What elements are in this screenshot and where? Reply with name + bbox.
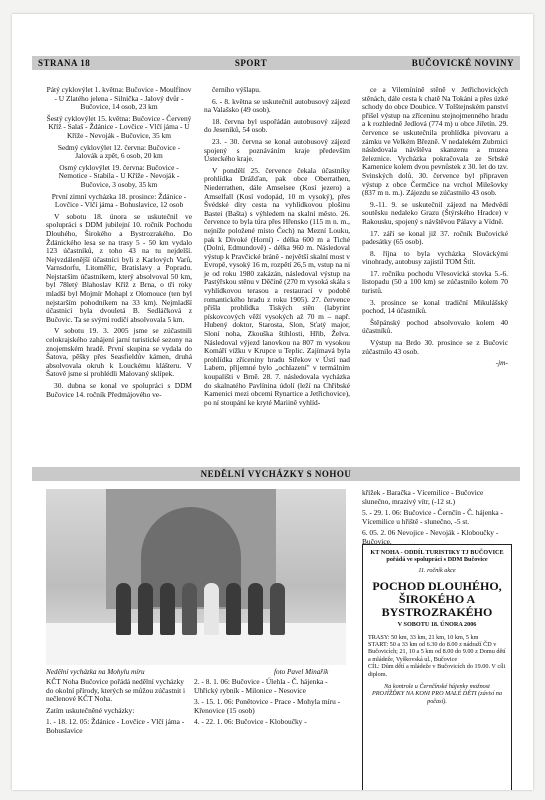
walks-list — [194, 678, 346, 730]
paragraph: V pondělí 25. července čekala účastníky prohlídka Drážďan, pak obce Oberrathen, Niederrathen, dále Amselsee (Kosí jezero) a Amselfall (Kosí vodopád, 10 m vysoký), přes Švédské díry cesta na vyhlídkovou plošinu Bastei (Bašta) s výhledem na skalní město. 26. července to byla túra přes Hřensko (115 m n. m., nejníže položené místo Čech) na Mezní Louku, pak k Divoké (Horní) - délka 600 m a Tiché (Dolní, Edmundově) - délka 960 m. Následoval výstup k Pravčické bráně - největší skalní most v Evropě, vysoký 16 m, rozpětí 26,5 m, vstup na ni je od roku 1980 zakázán, následoval výstup na Pastýřskou stěnu v Děčíně (270 m vysoká skála s vyhlídkovou terasou a restaurací v podobě romantického hradu z roku 1905). 27. července přišla prohlídka Tiských stěn (labyrint pískovcových věží vysokých až 70 m – např. Hubený doktor, Starosta, Slon, Sťatý major, Sloní noha, Zkouška štíhlosti, Hřib, Želva. Následoval výjezd lanovkou na 807 m vysokou Komáří vížku v Krupce u Teplic. Zajímavá byla prohlídka zříceniny hradu Střekov v Ústí nad Labem, přijemné bylo „ochlazení" v termálním koupališti v Brně. 28. 7. následovala vycházka do skalnatého Pavlínina údolí (leží na Chřibské Kamenici mezi obcemi Rynartice a Jetřichovice), po ní stoupání ke kryté Mariině vyhlíd- — [204, 165, 350, 407]
paragraph: 3. prosince se konal tradiční Mikulášský pochod, 14 účastníků. — [362, 297, 508, 316]
paragraph: Pátý cyklovýlet 1. května: Bučovice - Moulfínov - U Zlatého jelena - Silnička - Jalový dvůr - Bučovice, 14 osob, 23 km — [46, 85, 192, 112]
article-column-2 — [204, 86, 350, 410]
list-item: 2. - 8. 1. 06: Bučovice - Úlehla - Č. hájenka - Uhřický rybník - Milonice - Nesovice — [194, 677, 328, 695]
paragraph: 30. dubna se konal ve spolupráci s DDM Bučovice 14. ročník Předmájového ve- — [46, 381, 192, 399]
ad-title: POCHOD DLOUHÉHO, ŠIROKÉHO A BYSTROZRAKÉHO — [372, 579, 502, 620]
photo-caption: Nedělní vycházka na Mohylu míru — [46, 668, 145, 676]
paragraph: Štěpánský pochod absolvovalo kolem 40 účastníků. — [362, 317, 508, 336]
list-item: 4. - 22. 1. 06: Bučovice - Kloboučky - — [194, 717, 307, 727]
paragraph: Šestý cyklovýlet 15. května: Bučovice - Červený Kříž - Salaš - Ždánice - Lovčice - Vlčí jáma - U Kříže - Nevoják - Bučovice, 35 km — [46, 113, 192, 140]
paragraph: 8. října to byla vycházka Slováckými vinohrady, autobusy zajistil TOM Štít. — [362, 248, 508, 267]
event-advertisement — [362, 544, 512, 790]
paragraph: 18. června byl uspořádán autobusový zájezd do Jeseníků, 54 osob. — [204, 116, 350, 135]
ad-start: START: 50 a 33 km od 6.30 do 8.00 z nádraží ČD v Bučovicích; 21, 10 a 5 km od 8.00 do 9.00 z Domu dětí a mládeže, Vyškovská ul., Bučovice — [368, 641, 506, 663]
paragraph: Zatím uskutečněné vycházky: — [46, 705, 135, 715]
list-item: křížek - Baračka - Vícemilice - Bučovice slunečno, mrazivý vítr, (-12 st.) — [362, 488, 484, 506]
newspaper-title: BUČOVICKÉ NOVINY — [411, 58, 514, 68]
page-number: STRANA 18 — [38, 58, 91, 68]
person-figure — [270, 583, 285, 635]
paragraph: 17. září se konal již 37. ročník Bučovické padesátky (65 osob). — [362, 228, 508, 247]
person-figure — [160, 583, 175, 635]
person-figure — [248, 583, 263, 635]
newspaper-page — [12, 14, 533, 790]
ad-edition: 11. ročník akce — [418, 566, 456, 574]
page-header — [32, 56, 520, 70]
paragraph: 9.-11. 9. se uskutečnil zájezd na Medvědí soutěsku nedaleko Grazu (Štýrského Hradce) v Rakousku, spojený s návštěvou Pálavy a Vídně. — [362, 199, 508, 226]
paragraph: ce a Vilemíníně stěně v Jetřichovických stěnách, dále cesta k chatě Na Tokáni a přes úzké schody do obce Doubice. V Tolštejnském panství přišel výstup na zříceninu stejnojmenného hradu a k rozhledně Jedlová (774 m) u obce Jiřetín. 29. července se uskutečnila prohlídka pivovaru a zámku ve Velkém Březně. V nedalekém Zubrnici následovala návštěva skanzenu a muzea železnice. Vycházka pokračovala ze Srbské Kamenice kolem dvou pevnůstek z 30. let do tzv. Svinských dolů. 30. července byl připraven výstup z obce Čermčice na vrchol Milešovky (837 m n. m.). Zájezdu se zúčastnilo 43 osob. — [362, 85, 508, 198]
walks-list-continued — [362, 489, 512, 550]
article-column-1 — [46, 86, 192, 402]
group-photo — [46, 489, 346, 665]
paragraph: 6. - 8. května se uskutečnil autobusový zájezd na Valašsko (49 osob). — [204, 96, 350, 115]
person-figure — [226, 583, 241, 635]
photo-credit: foto Pavel Minařík — [274, 668, 329, 676]
paragraph: V sobotu 19. 3. 2005 jsme se zúčastnili celokrajského zahájení jarní turistické sezony na znojemském hradě. První skupina se vydala do Šatova, pěšky přes Seasfieldův kámen, druhá absolvovala okruh k Louckému klášteru. V Šatově jsme si prohlédli Malovaný sklípek. — [46, 326, 192, 379]
ad-date: V SOBOTU 18. ÚNORA 2006 — [397, 621, 477, 629]
paragraph: Výstup na Brdo 30. prosince se z Bučovic zúčastnilo 43 osob. — [362, 338, 508, 356]
list-item: 6. 05. 2. 06 Nevojice - Nevoják - Kloboučky - Bučovice. — [362, 528, 499, 546]
article-column-3 — [362, 86, 508, 371]
section-title: NEDĚLNÍ VYCHÁZKY S NOHOU — [32, 467, 520, 481]
list-item: 5. - 29. 1. 06: Bučovice - Černčín - Č. hájenka - Vícemilice u hřiště - slunečno, -5 st. — [362, 508, 503, 526]
paragraph: 17. ročníku pochodu Vřesovická stovka 5.-6. listopadu (50 a 100 km) se zúčastnilo kolem 70 turistů. — [362, 268, 508, 296]
ad-note: Na kontrole u Černčínské hájenky možnost PROJÍŽĎKY NA KONI PRO MALÉ DĚTI (závisí na počasí). — [372, 683, 502, 705]
list-item: 3. - 15. 1. 06: Ponětovice - Prace - Mohyla míru - Křenovice (15 osob) — [194, 697, 341, 715]
ad-organizer: KT NOHA - ODDÍL TURISTIKY TJ BUČOVICE pořádá ve spolupráci s DDM Bučovice — [370, 549, 504, 564]
paragraph: černího výšlapu. — [212, 85, 261, 94]
paragraph: V sobotu 18. února se uskutečnil ve spolupráci s DDM jubilejní 10. ročník Pochodu Dlouhého, Širokého a Bystrozrakého. Do Ždánického lesa se na trasy 5 - 50 km vydalo 123 účastníků, z toho 43 na tu nejdelší. Nejvzdálenější účastníci byli z Karlových Varů, Varnsdorfu, Litoměřic, Bratislavy a Popradu. Nejstarším účastníkem, který absolvoval 50 km, byl 78letý Blahoslav Kříž z Brna, o tři roky mladší byl Mojmír Mohapl z Olomouce (ten byl nejstarším pohodníkem na 33 km). Nejmladší účastnicí byla dvouletá B. Sedláčková z Bučovic. Ta se svými rodiči absolvovala 5 km. — [46, 211, 192, 324]
person-figure — [116, 583, 131, 635]
author-signature: -jm- — [495, 358, 508, 368]
paragraph: 23. - 30. června se konal autobusový zájezd spojený s poznáváním kraje především Ústeckého kraje. — [204, 136, 350, 164]
person-figure — [204, 583, 219, 635]
ad-details — [368, 634, 506, 678]
paragraph: Sedmý cyklovýlet 12. června: Bučovice - Jalovák a zpět, 6 osob, 20 km — [57, 142, 181, 161]
section-name: SPORT — [234, 58, 268, 68]
person-figure — [182, 583, 197, 635]
ad-routes: TRASY: 50 km, 33 km, 21 km, 10 km, 5 km — [368, 633, 479, 641]
paragraph: 1. - 18. 12. 05: Ždánice - Lovčice - Vlčí jáma - Bohuslavice — [46, 717, 185, 735]
person-figure — [138, 583, 153, 635]
paragraph: KČT Noha Bučovice pořádá nedělní vycházky do okolní přírody, kterých se můžou zúčastnit i nečlenové KČT Noha. — [46, 677, 186, 704]
paragraph: Osmý cyklovýlet 19. června: Bučovice - Nemotice - Stabila - U Kříže - Nevoják - Bučovice, 3 osoby, 35 km — [58, 162, 180, 189]
ad-finish: CÍL: Dům dětí a mládeže v Bučovicích do 19.00. V cíli diplom. — [368, 663, 506, 678]
walks-intro — [46, 678, 186, 739]
paragraph: První zimní vycházka 18. prosince: Ždánice - Lovčice - Vlčí jáma - Bohuslavice, 12 osob — [51, 191, 187, 210]
